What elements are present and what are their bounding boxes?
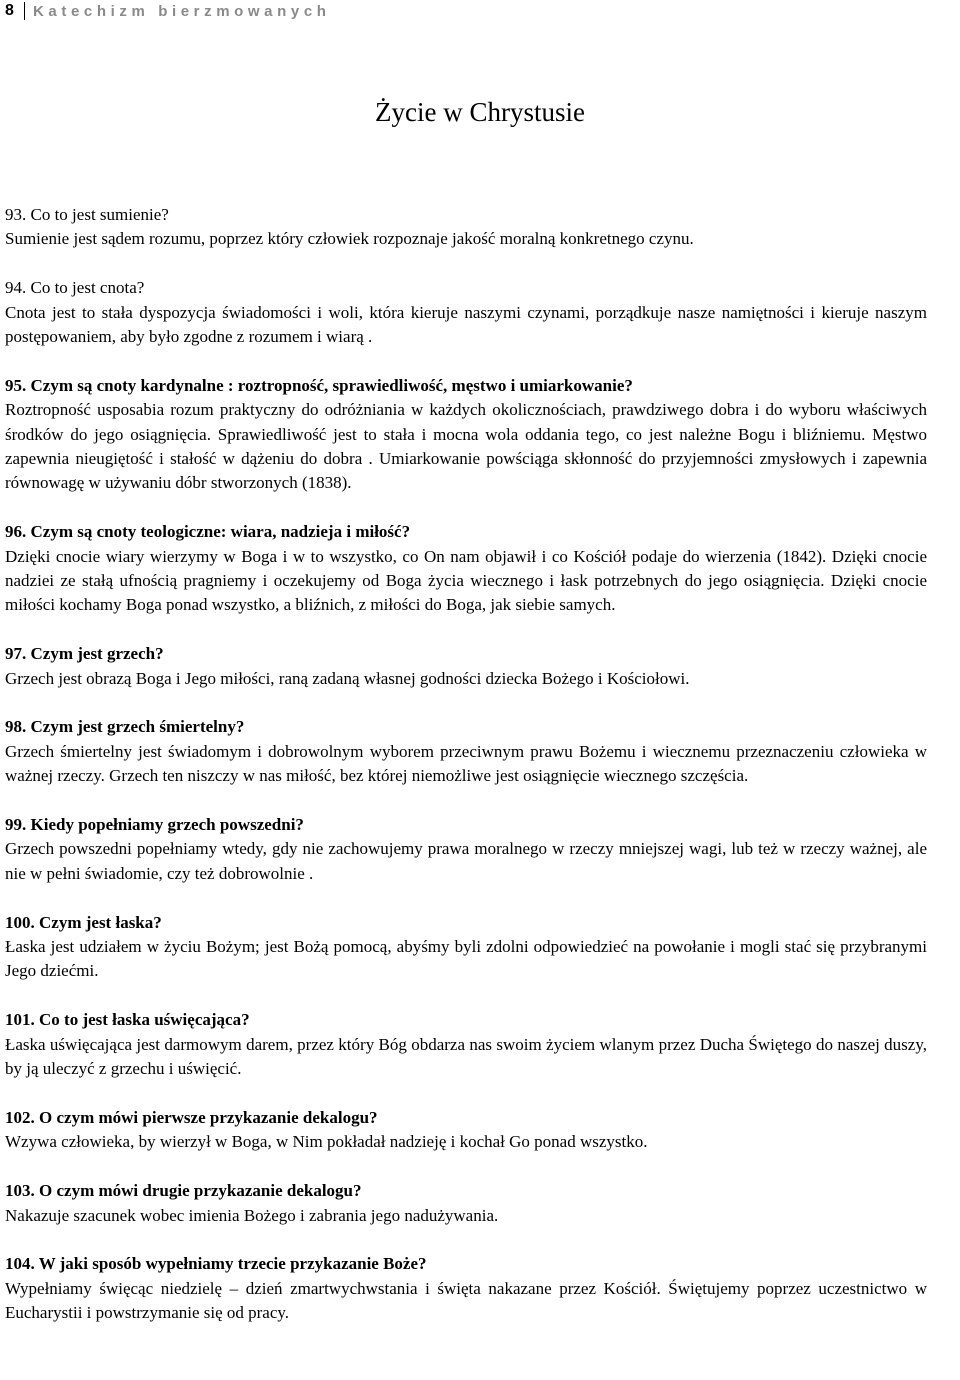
page-header [0, 0, 331, 22]
question: 93. Co to jest sumienie? [5, 205, 169, 224]
answer: Cnota jest to stała dyspozycja świadomości i woli, która kieruje naszymi czynami, porządkuje nasze namiętności i kieruje naszym postępowaniem, aby było zgodne z rozumem i wiarą . [5, 302, 927, 347]
question: 97. Czym jest grzech? [5, 644, 164, 664]
qa-item-101 [5, 1008, 927, 1081]
answer: Roztropność usposabia rozum praktyczny do odróżniania w każdych okolicznościach, prawdziwego dobra i do wyboru właściwych środków do jego osiągnięcia. Sprawiedliwość jest to stała i mocna wola oddania tego, co jest należne Bogu i bliźniemu. Męstwo zapewnia nieugiętość i stałość w dążeniu do dobra . Umiarkowanie powściąga skłonność do przyjemności zmysłowych i zapewnia równowagę w używaniu dóbr stworzonych (1838). [5, 400, 927, 493]
qa-item-95 [5, 374, 927, 496]
question: 100. Czym jest łaska? [5, 912, 162, 932]
qa-item-98 [5, 715, 927, 788]
qa-item-104 [5, 1252, 927, 1325]
qa-list [5, 203, 927, 1350]
question: 96. Czym są cnoty teologiczne: wiara, nadzieja i miłość? [5, 522, 411, 542]
qa-item-97 [5, 642, 927, 691]
question: 98. Czym jest grzech śmiertelny? [5, 717, 245, 737]
question: 104. W jaki sposób wypełniamy trzecie przykazanie Boże? [5, 1254, 427, 1274]
qa-item-100 [5, 911, 927, 984]
question: 103. O czym mówi drugie przykazanie dekalogu? [5, 1181, 362, 1201]
question: 95. Czym są cnoty kardynalne : roztropność, sprawiedliwość, męstwo i umiarkowanie? [5, 375, 633, 395]
answer: Wzywa człowieka, by wierzył w Boga, w Nim pokładał nadzieję i kochał Go ponad wszystko. [5, 1132, 648, 1152]
answer: Łaska uświęcająca jest darmowym darem, przez który Bóg obdarza nas swoim życiem wlanym przez Ducha Świętego do naszej duszy, by ją uleczyć z grzechu i uświęcić. [5, 1034, 927, 1079]
answer: Łaska jest udziałem w życiu Bożym; jest Bożą pomocą, abyśmy byli zdolni odpowiedzieć na powołanie i mogli stać się przybranymi Jego dziećmi. [5, 937, 927, 981]
answer: Nakazuje szacunek wobec imienia Bożego i zabrania jego nadużywania. [5, 1205, 499, 1225]
answer: Grzech śmiertelny jest świadomym i dobrowolnym wyborem przeciwnym prawu Bożemu i wiecznemu przeznaczeniu człowieka w ważnej rzeczy. Grzech ten niszczy w nas miłość, bez której niemożliwe jest osiągnięcie wiecznego szczęścia. [5, 741, 927, 786]
running-title: Katechizm bierzmowanych [33, 2, 331, 20]
qa-item-99 [5, 813, 927, 886]
page-number: 8 [5, 2, 14, 19]
qa-item-96 [5, 520, 927, 618]
question: 94. Co to jest cnota? [5, 278, 145, 298]
qa-item-94 [5, 276, 927, 349]
qa-item-102 [5, 1106, 927, 1155]
qa-item-103 [5, 1179, 927, 1228]
answer: Sumienie jest sądem rozumu, poprzez który człowiek rozpoznaje jakość moralną konkretnego czynu. [5, 229, 694, 249]
answer: Grzech jest obrazą Boga i Jego miłości, raną zadaną własnej godności dziecka Bożego i Kościołowi. [5, 668, 690, 688]
qa-item-93 [5, 203, 927, 252]
answer: Wypełniamy święcąc niedzielę – dzień zmartwychwstania i święta nakazane przez Kościół. Świętujemy poprzez uczestnictwo w Eucharystii i powstrzymanie się od pracy. [5, 1278, 927, 1323]
question: 102. O czym mówi pierwsze przykazanie dekalogu? [5, 1107, 378, 1127]
question: 101. Co to jest łaska uświęcająca? [5, 1010, 250, 1030]
answer: Grzech powszedni popełniamy wtedy, gdy nie zachowujemy prawa moralnego w rzeczy mniejszej wagi, lub też w rzeczy ważnej, ale nie w pełni świadomie, czy też dobrowolnie . [5, 839, 927, 883]
header-divider [24, 2, 25, 20]
question: 99. Kiedy popełniamy grzech powszedni? [5, 815, 304, 835]
section-title: Życie w Chrystusie [375, 97, 585, 127]
answer: Dzięki cnocie wiary wierzymy w Boga i w to wszystko, co On nam objawił i co Kościół podaje do wierzenia (1842). Dzięki cnocie nadziei ze stałą ufnością pragniemy i oczekujemy od Boga życia wiecznego i łask potrzebnych do jego osiągnięcia. Dzięki cnocie miłości kochamy Boga ponad wszystko, a bliźnich, z miłości do Boga, jak siebie samych. [5, 546, 927, 615]
